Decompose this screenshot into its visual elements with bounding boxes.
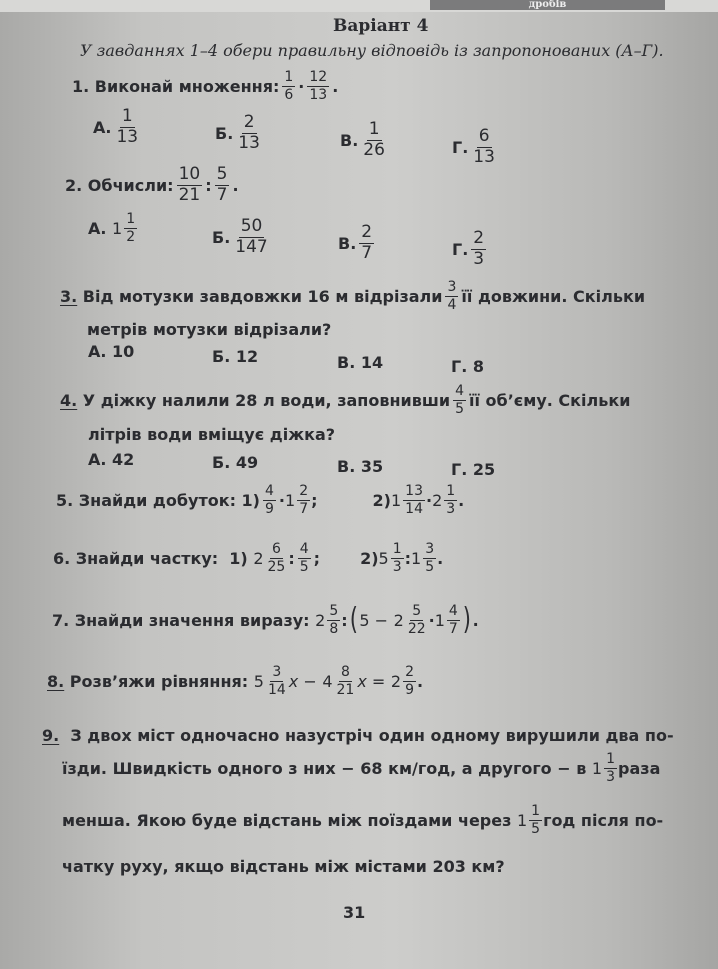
task-number: 8. (47, 671, 65, 691)
task-9-line-4: чатку руху, якщо відстань між містами 203 км? (62, 857, 505, 876)
task-3-option-a: А. 10 (88, 342, 135, 361)
operator: : (404, 548, 412, 568)
operator: · (425, 490, 433, 510)
operator: · (278, 490, 285, 510)
task-text: її довжини. Скільки (461, 286, 646, 306)
task-2-option-c: В. $\frac{2}{7}$ (338, 222, 373, 263)
item-label: 1) (229, 548, 248, 568)
mixed-number: 2 $\frac{1}{3}$ (432, 483, 456, 517)
task-text: Обчисли: (87, 175, 174, 195)
close-paren: ) (462, 602, 471, 638)
operator: · (428, 610, 435, 630)
task-text: З двох міст одночасно назустріч один одному вирушили два по- (70, 726, 674, 745)
item-label: 1) (241, 490, 260, 510)
task-9-line-3 (62, 804, 663, 836)
task-text: менша. Якою буде відстань між поїздами через (62, 810, 512, 830)
mixed-number: 1 $\frac{4}{7}$ (434, 603, 458, 637)
separator: ; (313, 548, 321, 568)
task-3-option-c: В. 14 (337, 353, 384, 372)
operator: · (298, 76, 305, 96)
task-9-line-2 (62, 752, 660, 784)
task-3-line-2: метрів мотузки відрізали? (87, 320, 332, 339)
task-text: год після по- (543, 810, 664, 830)
fraction: $\frac{12}{13}$ (309, 69, 328, 103)
task-2 (65, 166, 239, 205)
task-4-option-d: Г. 25 (451, 460, 496, 479)
task-number: 2. (65, 175, 83, 195)
task-text: Знайди добуток: (78, 490, 236, 510)
mixed-number: 1 $\frac{3}{5}$ (411, 541, 435, 575)
task-text: Від мотузки завдовжки 16 м відрізали (82, 286, 443, 306)
mixed-number: 2 $\frac{6}{25}$ (253, 541, 286, 575)
task-4-option-b: Б. 49 (212, 453, 259, 472)
operator: : (205, 175, 212, 195)
fraction: $\frac{3}{4}$ (447, 279, 457, 313)
period: . (472, 610, 479, 630)
task-2-option-b: Б. $\frac{50}{147}$ (212, 216, 268, 257)
fraction: $\frac{10}{21}$ (178, 164, 201, 205)
task-number: 9. (42, 726, 60, 745)
task-text: Знайди значення виразу: (74, 610, 310, 630)
task-number: 3. (60, 286, 78, 306)
task-4-line-2: літрів води вміщує діжка? (88, 425, 336, 444)
expression-part: x − (288, 671, 317, 691)
task-text: Знайди частку: (75, 548, 219, 568)
task-text: У діжку налили 28 л води, заповнивши (82, 390, 451, 410)
task-1 (72, 70, 338, 102)
task-text: раза (618, 758, 661, 778)
section-tab: дробів (430, 0, 665, 10)
fraction: $\frac{5}{7}$ (216, 164, 228, 205)
task-number: 4. (60, 390, 78, 410)
task-4-option-c: В. 35 (337, 457, 384, 476)
task-9-line-1 (42, 726, 674, 745)
task-4-option-a: А. 42 (88, 450, 135, 469)
mixed-number: 2 $\frac{5}{22}$ (393, 603, 426, 637)
task-text: її об’єму. Скільки (468, 390, 631, 410)
period: . (458, 490, 465, 510)
fraction: $\frac{4}{5}$ (299, 541, 309, 575)
task-number: 7. (52, 610, 70, 630)
page-number: 31 (343, 903, 366, 922)
task-1-option-a: А. $\frac{1}{13}$ (93, 106, 139, 147)
variant-title: Варіант 4 (333, 16, 429, 36)
mixed-number: 1 $\frac{1}{3}$ (591, 751, 616, 785)
mixed-number: 4 $\frac{8}{21}$ (322, 664, 355, 698)
task-3 (60, 280, 645, 312)
task-7 (52, 604, 479, 636)
operator: : (341, 610, 348, 630)
task-text: їзди. Швидкість одного з них − 68 км/год, а другого − в (62, 758, 587, 778)
mixed-number: 1 $\frac{13}{14}$ (390, 483, 423, 517)
task-number: 6. (53, 548, 71, 568)
open-paren: ( (349, 602, 358, 638)
mixed-number: 2 $\frac{5}{8}$ (315, 603, 339, 637)
task-2-option-d: Г. $\frac{2}{3}$ (452, 228, 485, 269)
fraction: $\frac{1}{6}$ (284, 69, 294, 103)
mixed-number: 5 $\frac{1}{3}$ (378, 541, 402, 575)
task-number: 1. (72, 76, 90, 96)
task-6 (53, 542, 443, 574)
period: . (416, 671, 424, 691)
expression-part: x = (357, 671, 386, 691)
instructions: У завданнях 1–4 обери правильну відповідь із запропонованих (А–Г). (80, 41, 664, 60)
task-number: 5. (56, 490, 74, 510)
task-2-option-a: А. 1 $\frac{1}{2}$ (88, 211, 136, 245)
task-3-option-b: Б. 12 (212, 347, 259, 366)
task-3-option-d: Г. 8 (451, 357, 484, 376)
mixed-number: 2 $\frac{2}{9}$ (390, 664, 414, 698)
fraction: $\frac{4}{9}$ (265, 483, 274, 517)
operator: : (288, 548, 295, 568)
period: . (437, 548, 444, 568)
period: . (332, 76, 339, 96)
task-1-option-c: В. $\frac{1}{26}$ (340, 119, 385, 160)
task-8 (47, 665, 423, 697)
separator: ; (311, 490, 318, 510)
task-1-option-b: Б. $\frac{2}{13}$ (215, 112, 260, 153)
mixed-number: 5 $\frac{3}{14}$ (253, 664, 286, 698)
item-label: 2) (360, 548, 379, 568)
task-text: Виконай множення: (94, 76, 280, 96)
expression-part: 5 − (359, 610, 389, 630)
task-text: Розв’яжи рівняння: (69, 671, 249, 691)
mixed-number: 1 $\frac{1}{5}$ (516, 803, 541, 837)
fraction: $\frac{4}{5}$ (455, 383, 464, 417)
item-label: 2) (372, 490, 391, 510)
mixed-number: 1 $\frac{2}{7}$ (285, 483, 309, 517)
task-1-option-d: Г. $\frac{6}{13}$ (452, 126, 495, 167)
task-5 (56, 484, 464, 516)
period: . (232, 175, 239, 195)
task-4 (60, 384, 630, 416)
